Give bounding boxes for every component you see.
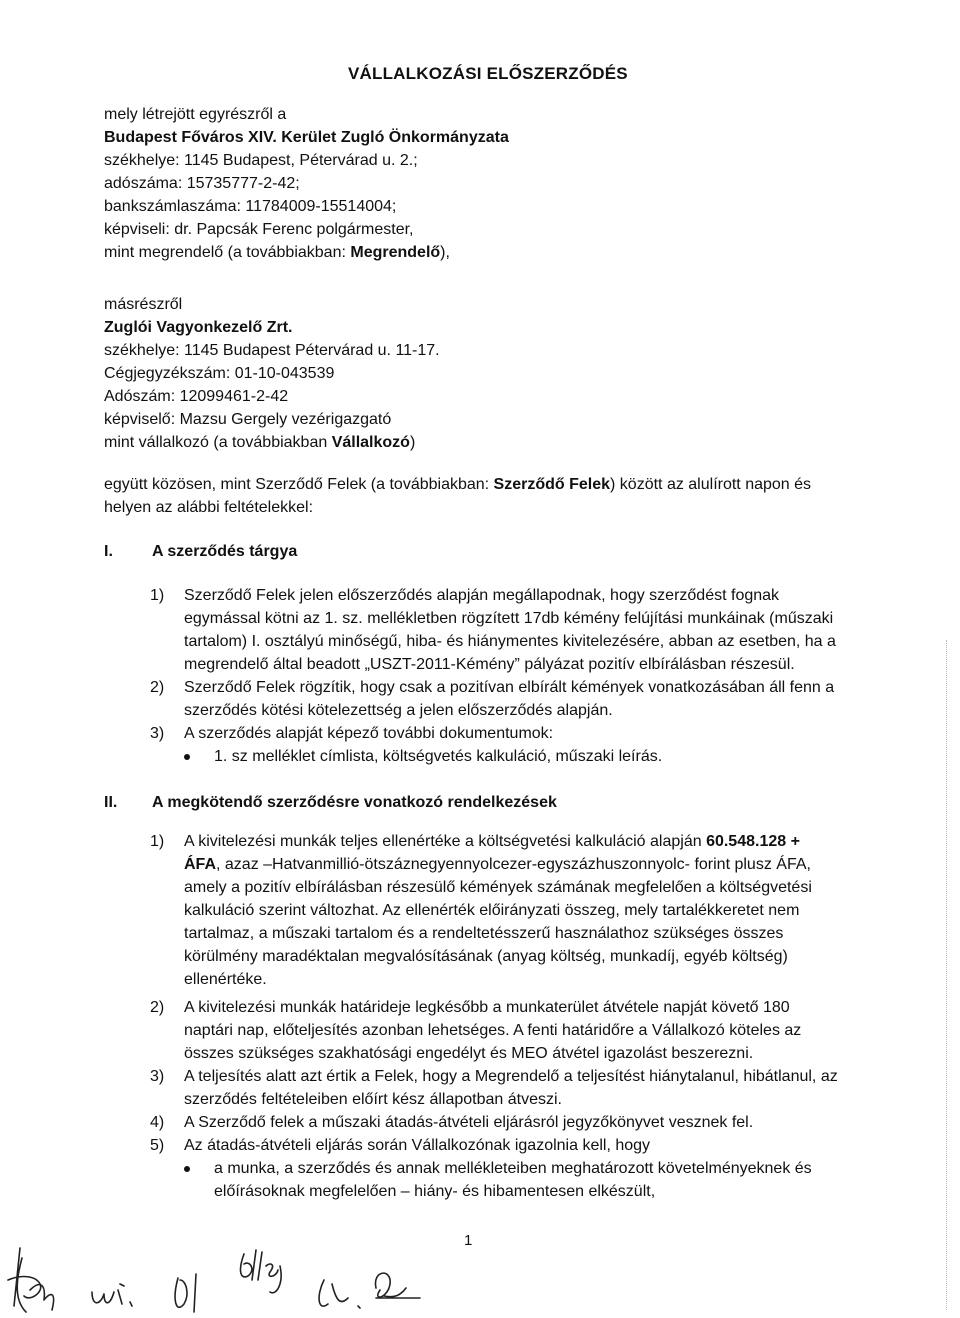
section1-heading (104, 540, 297, 563)
item-line: tartalom) I. osztályú minőségű, hiba- és hiánymentes kivitelezésére, abban az esetben, ha a (184, 633, 836, 650)
bullet-text: 1. sz melléklet címlista, költségvetés kalkuláció, műszaki leírás. (214, 748, 663, 765)
party1-name: Budapest Főváros XIV. Kerület Zugló Önkormányzata (104, 129, 509, 146)
item-line: egymással kötni az 1. sz. mellékletben rögzített 17db kémény felújítási munkáinak (műszaki (184, 610, 834, 627)
together-line-2: helyen az alábbi feltételekkel: (104, 499, 314, 516)
item-line: A teljesítés alatt azt értik a Felek, hogy a Megrendelő a teljesítést hiánytalanul, hibátlanul, az (184, 1068, 838, 1085)
item-text (184, 996, 844, 1065)
item-line (184, 853, 844, 876)
together-paragraph (104, 473, 854, 519)
item-line: összes szükséges szakhatósági engedélyt és MEO átvétel igazolást beszerezni. (184, 1045, 754, 1062)
party2-rep: képviselő: Mazsu Gergely vezérigazgató (104, 411, 392, 428)
together-bold: Szerződő Felek (493, 476, 611, 493)
item-line: kalkuláció szerint változhat. Az ellenérték előirányzati összeg, mely tartalékkeretet nem (184, 902, 800, 919)
bullet-line: a munka, a szerződés és annak mellékleteiben meghatározott követelményeknek és (214, 1160, 812, 1177)
section1-number: I. (104, 543, 113, 560)
party1-bank: bankszámlaszáma: 11784009-15514004; (104, 198, 397, 215)
item-text (184, 1065, 844, 1111)
together-line-1 (104, 473, 854, 496)
party1-seat: székhelye: 1145 Budapest, Pétervárad u. 2.; (104, 152, 418, 169)
party2-role-prefix: mint vállalkozó (a továbbiakban (104, 434, 332, 451)
item-line (184, 830, 844, 853)
section2-heading (104, 791, 557, 814)
party1-role (104, 241, 864, 264)
price-in-words: , azaz –Hatvanmillió-ötszáznegyennyolcezer-egyszázhuszonnyolc- forint plusz ÁFA, (216, 856, 811, 873)
item-text (184, 584, 844, 676)
party1-role-prefix: mint megrendelő (a továbbiakban: (104, 244, 351, 261)
document-title: VÁLLALKOZÁSI ELŐSZERZŐDÉS (348, 64, 628, 83)
together-prefix: együtt közösen, mint Szerződő Felek (a továbbiakban: (104, 476, 494, 493)
item-line: szerződés kötési kötelezettség a jelen előszerződés alapján. (184, 702, 613, 719)
item-line: megrendelő által beadott „USZT-2011-Kémény” pályázat pozitív elbírálásban részesül. (184, 656, 795, 673)
bullet-text (214, 1157, 844, 1203)
party2-block (104, 293, 864, 454)
item-number: 5) (150, 1137, 165, 1154)
bullet-line: előírásoknak megfelelően – hiány- és hibamentesen elkészült, (214, 1183, 656, 1200)
section1-title: A szerződés tárgya (152, 543, 298, 560)
vat-label: ÁFA (184, 856, 216, 873)
party2-intro: másrészről (104, 296, 183, 313)
item-line: A Szerződő felek a műszaki átadás-átvételi eljárásról jegyzőkönyvet vesznek fel. (184, 1114, 754, 1131)
item-text (184, 676, 844, 722)
item-line: körülmény maradéktalan megvalósításának (anyag költség, munkadíj, egyéb költség) (184, 948, 788, 965)
party1-role-bold: Megrendelő (350, 244, 441, 261)
item-text (184, 1111, 844, 1134)
item-number: 1) (150, 587, 165, 604)
item-line: szerződés feltételeiben előírt kész állapotban átveszi. (184, 1091, 562, 1108)
party1-block (104, 103, 864, 264)
bullet-dot (184, 1166, 190, 1172)
item-line: ellenértéke. (184, 971, 267, 988)
party1-intro: mely létrejött egyrészről a (104, 106, 287, 123)
item-line: Az átadás-átvételi eljárás során Vállalkozónak igazolnia kell, hogy (184, 1137, 651, 1154)
party2-name: Zuglói Vagyonkezelő Zrt. (104, 319, 293, 336)
bullet-dot (184, 754, 190, 760)
item-number: 2) (150, 999, 165, 1016)
item-number: 3) (150, 1068, 165, 1085)
scan-margin-mark (946, 640, 949, 1310)
item-line: A kivitelezési munkák határideje legkésőbb a munkaterület átvétele napját követő 180 (184, 999, 790, 1016)
item-line: A szerződés alapját képező további dokumentumok: (184, 725, 554, 742)
party2-role-bold: Vállalkozó (331, 434, 410, 451)
party2-seat: székhelye: 1145 Budapest Pétervárad u. 11-17. (104, 342, 440, 359)
item-number: 1) (150, 833, 165, 850)
item-line: naptári nap, előteljesítés azonban lehetséges. A fenti határidőre a Vállalkozó köteles az (184, 1022, 802, 1039)
page-number: 1 (464, 1232, 473, 1249)
party2-reg: Cégjegyzékszám: 01-10-043539 (104, 365, 335, 382)
item-line: tartalmaz, a műszaki tartalom és a rendeltetésszerű használathoz szükséges összes (184, 925, 784, 942)
price-amount: 60.548.128 + (706, 833, 800, 850)
item-number: 4) (150, 1114, 165, 1131)
item-text (184, 1134, 844, 1157)
section2-number: II. (104, 794, 118, 811)
party2-role-suffix: ) (409, 434, 416, 451)
section2-title: A megkötendő szerződésre vonatkozó rendelkezések (152, 794, 557, 811)
party1-role-suffix: ), (440, 244, 450, 261)
party2-role (104, 431, 864, 454)
item-line: Szerződő Felek jelen előszerződés alapján megállapodnak, hogy szerződést fognak (184, 587, 780, 604)
item-number: 2) (150, 679, 165, 696)
together-suffix: ) között az alulírott napon és (610, 476, 812, 493)
item-text (184, 722, 844, 745)
party1-rep: képviseli: dr. Papcsák Ferenc polgármester, (104, 221, 414, 238)
price-text: A kivitelezési munkák teljes ellenértéke a költségvetési kalkuláció alapján (184, 833, 707, 850)
item-text (184, 830, 844, 991)
handwritten-initials (0, 1240, 960, 1318)
item-line: Szerződő Felek rögzítik, hogy csak a pozitívan elbírált kémények vonatkozásában áll fenn a (184, 679, 835, 696)
item-number: 3) (150, 725, 165, 742)
item-line: amely a pozitív elbírálásban részesülő kémények számának megfelelően a költségvetési (184, 879, 812, 896)
party1-tax: adószáma: 15735777-2-42; (104, 175, 300, 192)
party2-tax: Adószám: 12099461-2-42 (104, 388, 289, 405)
